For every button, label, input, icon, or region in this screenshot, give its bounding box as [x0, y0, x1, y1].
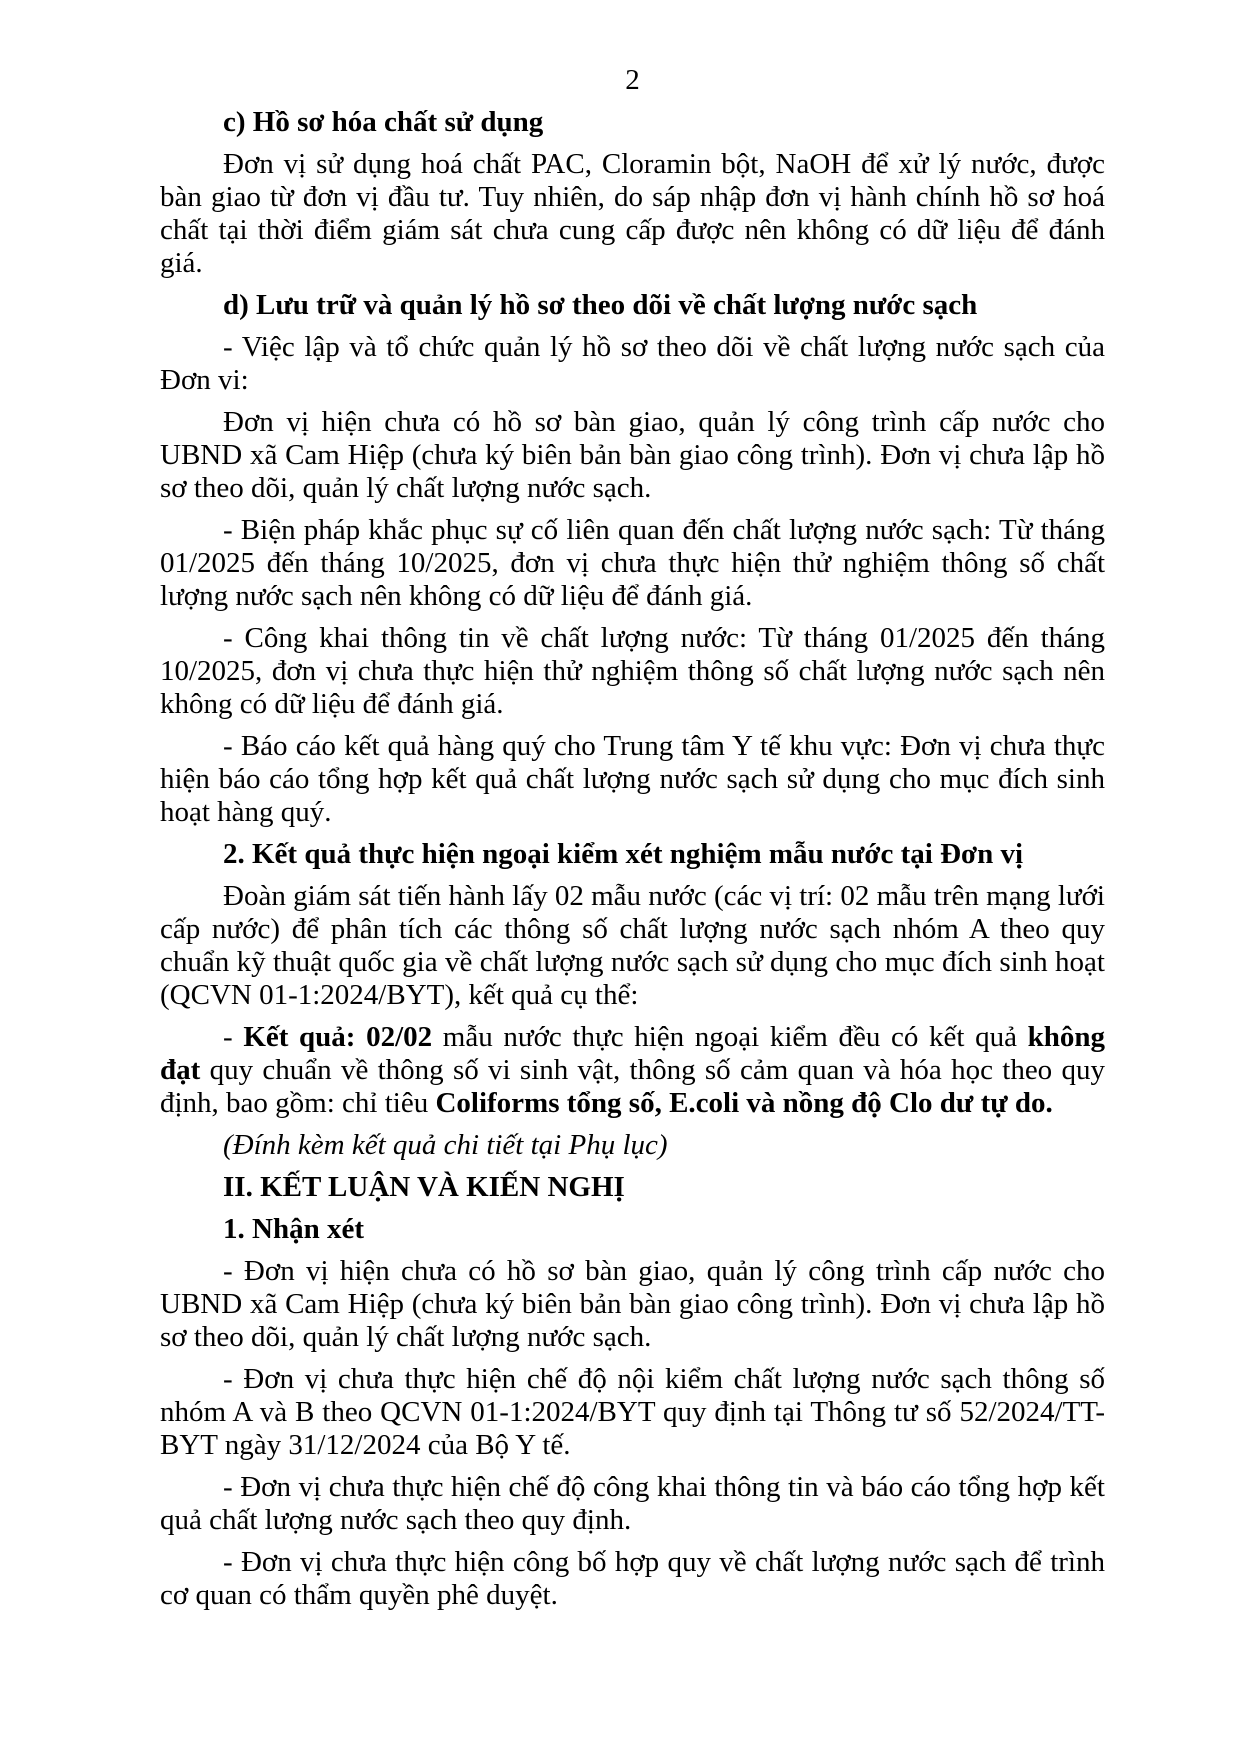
- para-hoa-chat-su-dung: Đơn vị sử dụng hoá chất PAC, Cloramin bột, NaOH để xử lý nước, được bàn giao từ đơn vị đầu tư. Tuy nhiên, do sáp nhập đơn vị hành chính hồ sơ hoá chất tại thời điểm giám sát chưa cung cấp được nên không có dữ liệu để đánh giá.: [160, 148, 1105, 279]
- para-dinh-kem-phu-luc: (Đính kèm kết quả chi tiết tại Phụ lục): [223, 1129, 668, 1161]
- heading-2-ket-qua-ngoai-kiem: 2. Kết quả thực hiện ngoại kiểm xét nghiệm mẫu nước tại Đơn vị: [223, 838, 1024, 870]
- heading-1-nhan-xet: 1. Nhận xét: [223, 1213, 364, 1245]
- para-doan-giam-sat: Đoàn giám sát tiến hành lấy 02 mẫu nước (các vị trí: 02 mẫu trên mạng lưới cấp nước) để phân tích các thông số chất lượng nước sạch nhóm A theo quy chuẩn kỹ thuật quốc gia về chất lượng nước sạch sử dụng cho mục đích sinh hoạt (QCVN 01-1:2024/BYT), kết quả cụ thể:: [160, 880, 1105, 1011]
- run-mau-nuoc: mẫu nước thực hiện ngoại kiểm đều có kết quả: [432, 1021, 1028, 1053]
- para-nhan-xet-2: - Đơn vị chưa thực hiện chế độ nội kiểm chất lượng nước sạch thông số nhóm A và B theo QCVN 01-1:2024/BYT quy định tại Thông tư số 52/2024/TT-BYT ngày 31/12/2024 của Bộ Y tế.: [160, 1363, 1105, 1461]
- para-ket-qua-02-02: [160, 1021, 1105, 1120]
- heading-ii-ket-luan-kien-nghi: II. KẾT LUẬN VÀ KIẾN NGHỊ: [223, 1171, 625, 1203]
- para-nhan-xet-3: - Đơn vị chưa thực hiện chế độ công khai thông tin và báo cáo tổng hợp kết quả chất lượng nước sạch theo quy định.: [160, 1471, 1105, 1536]
- para-nhan-xet-4: - Đơn vị chưa thực hiện công bố hợp quy về chất lượng nước sạch để trình cơ quan có thẩm quyền phê duyệt.: [160, 1546, 1105, 1611]
- para-nhan-xet-1: - Đơn vị hiện chưa có hồ sơ bàn giao, quản lý công trình cấp nước cho UBND xã Cam Hiệp (chưa ký biên bản bàn giao công trình). Đơn vị chưa lập hồ sơ theo dõi, quản lý chất lượng nước sạch.: [160, 1255, 1105, 1353]
- run-ket-qua-bold: Kết quả: 02/02: [243, 1021, 433, 1053]
- run-khong-dat-bold: không đạt: [160, 1021, 1105, 1086]
- para-cong-khai-thong-tin: - Công khai thông tin về chất lượng nước: Từ tháng 01/2025 đến tháng 10/2025, đơn vị chưa thực hiện thử nghiệm thông số chất lượng nước sạch nên không có dữ liệu để đánh giá.: [160, 622, 1105, 720]
- para-bien-phap-khac-phuc: - Biện pháp khắc phục sự cố liên quan đến chất lượng nước sạch: Từ tháng 01/2025 đến tháng 10/2025, đơn vị chưa thực hiện thử nghiệm thông số chất lượng nước sạch nên không có dữ liệu để đánh giá.: [160, 514, 1105, 612]
- run-quy-chuan: quy chuẩn về thông số vi sinh vật, thông số cảm quan và hóa học theo quy định, bao gồm: chỉ tiêu: [160, 1054, 1105, 1119]
- run-coliforms-bold: Coliforms tổng số, E.coli và nồng độ Clo dư tự do.: [435, 1087, 1053, 1119]
- page-number: 2: [625, 64, 640, 96]
- para-bao-cao-ket-qua-hang-quy: - Báo cáo kết quả hàng quý cho Trung tâm Y tế khu vực: Đơn vị chưa thực hiện báo cáo tổng hợp kết quả chất lượng nước sạch sử dụng cho mục đích sinh hoạt hàng quý.: [160, 730, 1105, 828]
- run-dash: -: [223, 1021, 244, 1053]
- para-viec-lap-to-chuc: - Việc lập và tổ chức quản lý hồ sơ theo dõi về chất lượng nước sạch của Đơn vi:: [160, 331, 1105, 396]
- para-don-vi-chua-co-ho-so: Đơn vị hiện chưa có hồ sơ bàn giao, quản lý công trình cấp nước cho UBND xã Cam Hiệp (chưa ký biên bản bàn giao công trình). Đơn vị chưa lập hồ sơ theo dõi, quản lý chất lượng nước sạch.: [160, 406, 1105, 504]
- heading-c-ho-so-hoa-chat: c) Hồ sơ hóa chất sử dụng: [223, 106, 544, 138]
- heading-d-luu-tru-quan-ly-ho-so: d) Lưu trữ và quản lý hồ sơ theo dõi về chất lượng nước sạch: [223, 289, 978, 321]
